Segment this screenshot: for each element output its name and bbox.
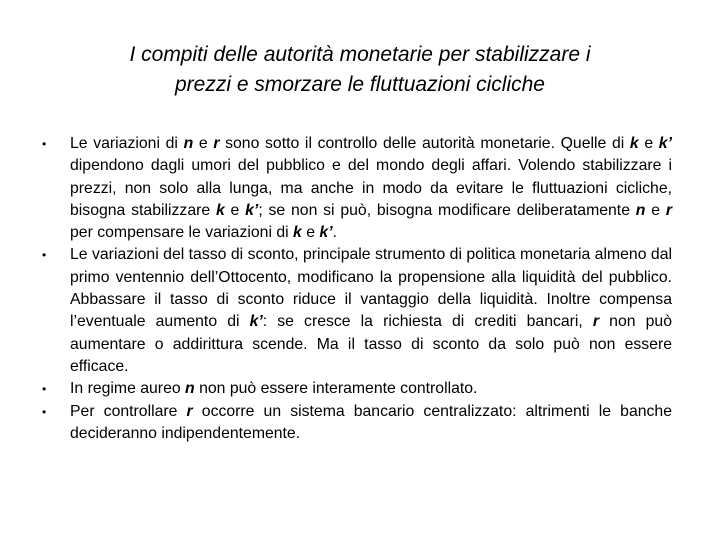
bullet-text — [70, 246, 672, 374]
bullet-text — [70, 403, 672, 442]
variable-symbol: k — [293, 224, 302, 242]
slide-title-line-2: prezzi e smorzare le fluttuazioni cicliche — [175, 73, 545, 96]
slide-title-line-1: I compiti delle autorità monetarie per stabilizzare i — [129, 43, 591, 66]
bullet-text-segment: Per controllare — [70, 402, 187, 420]
bullet-item — [42, 378, 672, 400]
variable-symbol: n — [635, 201, 646, 219]
bullet-item — [42, 244, 672, 378]
bullet-text — [70, 135, 672, 241]
bullet-text-segment: e — [638, 135, 659, 152]
variable-symbol: r — [213, 135, 220, 152]
bullet-text-segment: non può aumentare o addirittura scende. Ma il tasso di sconto da solo può non essere efficace. — [70, 313, 672, 375]
bullet-item — [42, 401, 672, 446]
variable-symbol: n — [185, 380, 195, 398]
variable-symbol: k’ — [658, 135, 672, 152]
bullet-text-segment: e — [193, 135, 214, 152]
variable-symbol: k — [215, 201, 225, 219]
variable-symbol: r — [592, 313, 600, 331]
bullet-item — [42, 133, 672, 244]
bullet-text-segment: ; se non si può, bisogna modificare deliberatamente — [258, 201, 636, 219]
bullet-text — [70, 380, 477, 397]
bullet-list — [42, 133, 672, 445]
bullet-text-segment: non può essere interamente controllato. — [194, 380, 478, 398]
variable-symbol: k — [629, 135, 639, 152]
variable-symbol: r — [665, 201, 672, 219]
bullet-text-segment: . — [332, 224, 337, 242]
slide-title — [40, 40, 680, 100]
bullet-text-segment: e — [645, 201, 666, 219]
bullet-marker: • — [42, 248, 47, 263]
bullet-text-segment: per compensare le variazioni di — [70, 224, 294, 242]
variable-symbol: k’ — [245, 201, 259, 219]
bullet-text-segment: : se cresce la richiesta di crediti bancari, — [262, 313, 593, 331]
bullet-text-segment: e — [301, 224, 320, 242]
bullet-marker: • — [42, 382, 47, 397]
bullet-text-segment: Le variazioni di — [70, 135, 184, 152]
bullet-text-segment: e — [224, 201, 246, 219]
bullet-text-segment: dipendono dagli umori del pubblico e del mondo degli affari. Volendo stabilizzare i prezzi, non solo alla lunga, ma anche in modo da evitare le fluttuazioni cicliche, bisogna stabilizzare — [70, 157, 672, 219]
bullet-marker: • — [42, 137, 47, 151]
variable-symbol: k’ — [249, 313, 263, 331]
bullet-text-segment: sono sotto il controllo delle autorità monetarie. Quelle di — [219, 135, 630, 152]
bullet-text-segment: Le variazioni del tasso di sconto, principale strumento di politica monetaria almeno dal primo ventennio dell’Ottocento, modificano la propensione alla liquidità del pubblico. Abbassare il tasso di sconto riduce il vantaggio della liquidità. Inoltre compensa l’eventuale aumento di — [70, 246, 672, 331]
variable-symbol: k’ — [319, 224, 333, 242]
bullet-text-segment: occorre un sistema bancario centralizzato: altrimenti le banche decideranno indipendentemente. — [70, 402, 672, 442]
bullet-text-segment: In regime aureo — [70, 380, 186, 398]
variable-symbol: r — [186, 402, 193, 420]
variable-symbol: n — [183, 135, 194, 152]
bullet-marker: • — [42, 404, 47, 419]
